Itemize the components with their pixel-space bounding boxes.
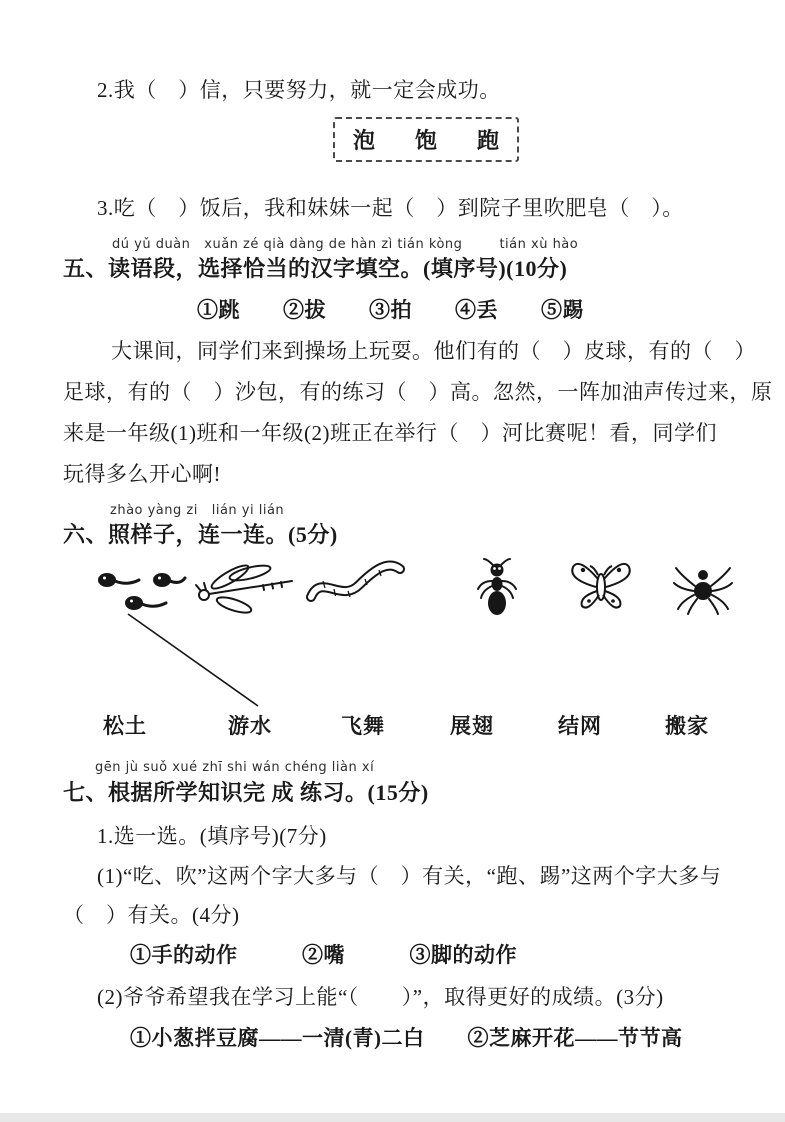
word-choice-1: 泡: [352, 128, 375, 153]
section5-paragraph-line1: 大课间，同学们来到操场上玩耍。他们有的（ ）皮球，有的（ ）: [111, 339, 756, 363]
section6-title: 六、照样子，连一连。(5分): [63, 522, 338, 547]
example-connection-line: [118, 606, 268, 714]
ant-image: [473, 557, 521, 619]
section5-options: ①跳 ②拔 ③拍 ④丢 ⑤踢: [197, 298, 584, 322]
section7-q1b: (2)爷爷希望我在学习上能“（ ）”，取得更好的成绩。(3分): [97, 985, 664, 1009]
word-choice-2: 饱: [414, 128, 437, 153]
butterfly-image: [565, 553, 637, 615]
word-choice-box: [333, 117, 519, 162]
section5-paragraph-line4: 玩得多么开心啊!: [63, 462, 221, 486]
question-2: 2.我（ ）信，只要努力，就一定会成功。: [97, 78, 501, 102]
section7-q1b-options: ①小葱拌豆腐——一清(青)二白 ②芝麻开花——节节高: [130, 1026, 683, 1050]
match-label-banjia: 搬家: [665, 714, 709, 738]
section7-q1a-line2: （ ）有关。(4分): [63, 903, 240, 927]
section7-q1a-line1: (1)“吃、吹”这两个字大多与（ ）有关，“跑、踢”这两个字大多与: [97, 864, 722, 888]
section5-paragraph-line2: 足球，有的（ ）沙包，有的练习（ ）高。忽然，一阵加油声传过来，原: [63, 380, 773, 404]
spider-image: [672, 560, 734, 616]
match-label-zhanchi: 展翅: [450, 714, 494, 738]
section5-title: 五、读语段，选择恰当的汉字填空。(填序号)(10分): [63, 256, 568, 281]
section6-pinyin: zhào yàng zi lián yi lián: [110, 503, 285, 518]
scan-bottom-edge: [0, 1113, 785, 1122]
match-label-songtu: 松土: [103, 714, 147, 738]
section5-pinyin: dú yǔ duàn xuǎn zé qià dàng de hàn zì tián kòng tián xù hào: [112, 237, 579, 252]
match-label-youshui: 游水: [228, 714, 272, 738]
section7-q1a-options: ①手的动作 ②嘴 ③脚的动作: [130, 943, 517, 967]
word-choice-3: 跑: [477, 128, 500, 153]
section5-paragraph-line3: 来是一年级(1)班和一年级(2)班正在举行（ ）河比赛呢！看，同学们: [63, 421, 717, 445]
section7-pinyin: gēn jù suǒ xué zhī shi wán chéng liàn xí: [95, 760, 375, 775]
question-3: 3.吃（ ）饭后，我和妹妹一起（ ）到院子里吹肥皂（ ）。: [97, 196, 684, 220]
section7-title: 七、根据所学知识完 成 练习。(15分): [63, 780, 429, 805]
match-label-feiwu: 飞舞: [341, 714, 385, 738]
earthworm-image: [303, 553, 408, 613]
match-label-jiewang: 结网: [558, 714, 602, 738]
section7-q1: 1.选一选。(填序号)(7分): [97, 824, 327, 848]
